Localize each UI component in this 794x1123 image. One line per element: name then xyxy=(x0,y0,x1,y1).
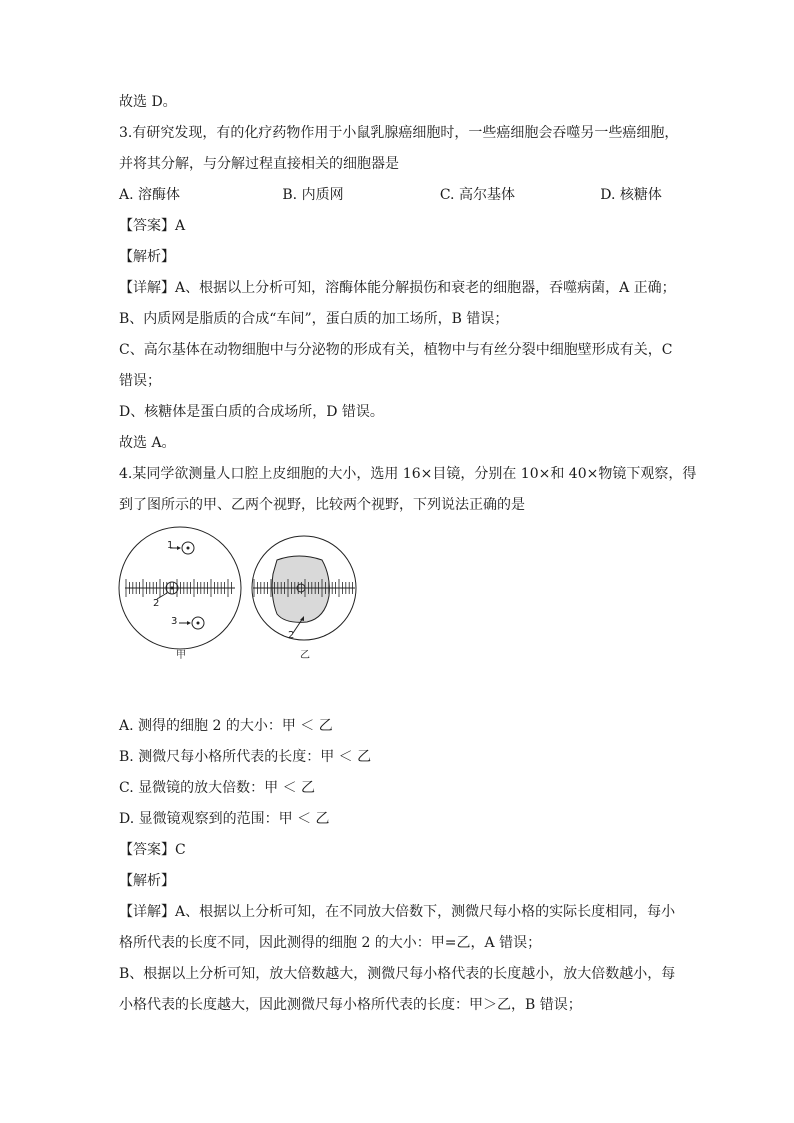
question-3-stem-cont: 并将其分解，与分解过程直接相关的细胞器是 xyxy=(119,156,399,172)
document-page xyxy=(119,92,697,1026)
question-4-option-d: D. 显微镜观察到的范围：甲 ＜ 乙 xyxy=(119,811,330,827)
view-right xyxy=(252,536,356,640)
option-d: D. 核糖体 xyxy=(600,187,662,203)
detail-line: 错误； xyxy=(119,373,161,389)
answer-line: 【答案】C xyxy=(119,842,186,858)
question-3-options xyxy=(119,185,679,205)
view-left xyxy=(119,527,241,649)
question-4-option-c: C. 显微镜的放大倍数：甲 ＜ 乙 xyxy=(119,780,316,796)
microscope-diagram xyxy=(117,526,387,666)
cell-label-2: 2 xyxy=(153,598,160,609)
conclusion-line: 故选 A。 xyxy=(119,435,176,451)
cell-label-1: 1 xyxy=(167,540,174,551)
analysis-heading: 【解析】 xyxy=(119,249,175,265)
cell-label-3: 3 xyxy=(171,616,178,627)
detail-line: 小格代表的长度越大，因此测微尺每小格所代表的长度：甲＞乙，B 错误； xyxy=(119,997,582,1013)
option-a: A. 溶酶体 xyxy=(119,187,181,203)
option-c: C. 高尔基体 xyxy=(439,187,515,203)
view-label-jia: 甲 xyxy=(176,650,186,661)
detail-line: 【详解】A、根据以上分析可知，在不同放大倍数下，测微尺每小格的实际长度相同，每小 xyxy=(119,904,676,920)
question-3-stem: 3.有研究发现，有的化疗药物作用于小鼠乳腺癌细胞时，一些癌细胞会吞噬另一些癌细胞， xyxy=(119,125,679,141)
question-4-stem: 4.某同学欲测量人口腔上皮细胞的大小，选用 16×目镜，分别在 10×和 40×物镜下观察，得 xyxy=(119,466,697,482)
detail-line: C、高尔基体在动物细胞中与分泌物的形成有关，植物中与有丝分裂中细胞壁形成有关，C xyxy=(119,342,673,358)
detail-line: B、根据以上分析可知，放大倍数越大，测微尺每小格代表的长度越小，放大倍数越小，每 xyxy=(119,966,676,982)
detail-line: 格所代表的长度不同，因此测得的细胞 2 的大小：甲=乙，A 错误； xyxy=(119,935,542,951)
microscope-fields-figure xyxy=(117,526,387,666)
question-4-option-a: A. 测得的细胞 2 的大小：甲 ＜ 乙 xyxy=(119,718,333,734)
answer-line: 【答案】A xyxy=(119,218,186,234)
detail-line: 【详解】A、根据以上分析可知，溶酶体能分解损伤和衰老的细胞器，吞噬病菌，A 正确； xyxy=(119,280,676,296)
cell-label-2-right: 2 xyxy=(288,630,295,641)
view-label-yi: 乙 xyxy=(300,650,310,661)
question-4-option-b: B. 测微尺每小格所代表的长度：甲 ＜ 乙 xyxy=(119,749,372,765)
analysis-heading: 【解析】 xyxy=(119,873,175,889)
option-b: B. 内质网 xyxy=(282,187,344,203)
text-line: 故选 D。 xyxy=(119,94,177,110)
detail-line: B、内质网是脂质的合成“车间”，蛋白质的加工场所，B 错误； xyxy=(119,311,509,327)
detail-line: D、核糖体是蛋白质的合成场所，D 错误。 xyxy=(119,404,384,420)
question-4-stem-cont: 到了图所示的甲、乙两个视野，比较两个视野，下列说法正确的是 xyxy=(119,497,525,513)
